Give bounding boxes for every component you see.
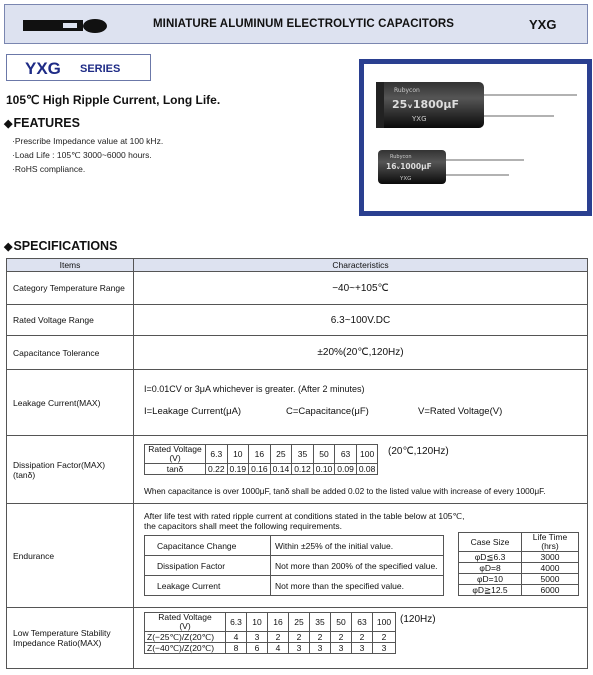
voltage-cell: 10 [227, 445, 249, 464]
voltage-cell: 35 [292, 445, 314, 464]
voltage-cell: 25 [270, 445, 292, 464]
series-box [6, 54, 151, 81]
svg-text:Rubycon: Rubycon [394, 87, 420, 94]
tagline: 105℃ High Ripple Current, Long Life. [6, 93, 221, 107]
tan-cell: 0.14 [270, 464, 292, 475]
tan-cell: 0.10 [313, 464, 335, 475]
item-cap-tolerance: Capacitance Tolerance [7, 336, 134, 370]
leakage-def-i: I=Leakage Current(μA) [144, 406, 242, 417]
header-series-code: YXG [529, 17, 557, 32]
feature-item: ·Load Life : 105℃ 3000~6000 hours. [12, 150, 152, 160]
item-endurance: Endurance [7, 504, 134, 608]
specifications-table [6, 258, 588, 669]
impedance-ratio-table: Rated Voltage (V) 6.3 10 16 25 35 50 63 100 Z(−25℃)/Z(20℃) 4 3 2 2 2 2 2 2 Z(−40℃)/Z(20℃) 8 6 4 3 3 3 3 3 [144, 612, 396, 654]
value-dissipation [134, 436, 588, 504]
tan-cell: 0.22 [206, 464, 228, 475]
dissipation-note: When capacitance is over 1000μF, tanδ shall be added 0.02 to the listed value with increase of every 1000μF. [144, 486, 546, 496]
endurance-requirements-table: Capacitance Change Within ±25% of the initial value. Dissipation Factor Not more than 200% of the specified value. Leakage Current Not more than the specified value. [144, 535, 444, 596]
svg-text:YXG: YXG [400, 176, 412, 182]
tan-label: tanδ [145, 464, 206, 475]
value-leakage [134, 370, 588, 436]
value-category-temp: −40~+105℃ [134, 272, 588, 305]
header-bar [4, 4, 588, 44]
dissipation-condition: (20℃,120Hz) [388, 446, 449, 457]
voltage-cell: 50 [313, 445, 335, 464]
svg-text:YXG: YXG [412, 115, 427, 123]
svg-text:16ᵥ1000μF: 16ᵥ1000μF [386, 162, 432, 171]
voltage-cell: 63 [335, 445, 357, 464]
table-row [7, 608, 588, 669]
item-low-temp: Low Temperature Stability Impedance Ratio(MAX) [7, 608, 134, 669]
dissipation-table [144, 444, 378, 475]
feature-item: ·RoHS compliance. [12, 164, 86, 174]
leakage-formula: I=0.01CV or 3μA whichever is greater. (After 2 minutes) [144, 384, 365, 394]
col-characteristics: Characteristics [134, 259, 588, 272]
item-category-temp: Category Temperature Range [7, 272, 134, 305]
item-dissipation: Dissipation Factor(MAX) (tanδ) [7, 436, 134, 504]
col-items: Items [7, 259, 134, 272]
tan-cell: 0.09 [335, 464, 357, 475]
diamond-icon: ◆ [4, 118, 13, 130]
tan-cell: 0.19 [227, 464, 249, 475]
table-row [7, 336, 588, 370]
svg-text:Rubycon: Rubycon [390, 154, 412, 160]
table-row [7, 305, 588, 336]
leakage-def-c: C=Capacitance(μF) [286, 406, 369, 417]
endurance-intro: After life test with rated ripple current at conditions stated in the table below at 105℃, [144, 511, 465, 521]
life-time-table: Case Size Life Time (hrs) φD≦6.3 3000 φD=8 4000 φD=10 5000 φD≧12.5 6000 [458, 532, 579, 596]
svg-text:25ᵥ1800μF: 25ᵥ1800μF [392, 98, 460, 111]
series-name: YXG [25, 59, 61, 78]
product-photo [359, 59, 592, 216]
value-rated-voltage: 6.3~100V.DC [134, 305, 588, 336]
value-endurance [134, 504, 588, 608]
table-row [7, 504, 588, 608]
voltage-cell: 100 [356, 445, 378, 464]
leakage-def-v: V=Rated Voltage(V) [418, 406, 503, 417]
feature-item: ·Prescribe Impedance value at 100 kHz. [12, 136, 164, 146]
table-row [7, 272, 588, 305]
diamond-icon: ◆ [4, 241, 13, 253]
series-label: SERIES [80, 63, 121, 75]
brand-logo [23, 18, 109, 34]
endurance-intro: the capacitors shall meet the following requirements. [144, 521, 342, 531]
table-row [7, 370, 588, 436]
value-low-temp [134, 608, 588, 669]
item-rated-voltage: Rated Voltage Range [7, 305, 134, 336]
lowtemp-condition: (120Hz) [400, 614, 436, 625]
capacitor-image [364, 64, 587, 211]
tan-cell: 0.16 [249, 464, 271, 475]
tan-cell: 0.08 [356, 464, 378, 475]
table-row [7, 436, 588, 504]
tan-cell: 0.12 [292, 464, 314, 475]
voltage-cell: 6.3 [206, 445, 228, 464]
rated-voltage-label: Rated Voltage (V) [145, 445, 206, 464]
value-cap-tolerance: ±20%(20℃,120Hz) [134, 336, 588, 370]
voltage-cell: 16 [249, 445, 271, 464]
features-heading: ◆FEATURES [4, 116, 80, 130]
item-leakage: Leakage Current(MAX) [7, 370, 134, 436]
header-title: MINIATURE ALUMINUM ELECTROLYTIC CAPACITORS [153, 18, 455, 30]
specifications-heading: ◆SPECIFICATIONS [4, 239, 118, 253]
table-header-row [7, 259, 588, 272]
